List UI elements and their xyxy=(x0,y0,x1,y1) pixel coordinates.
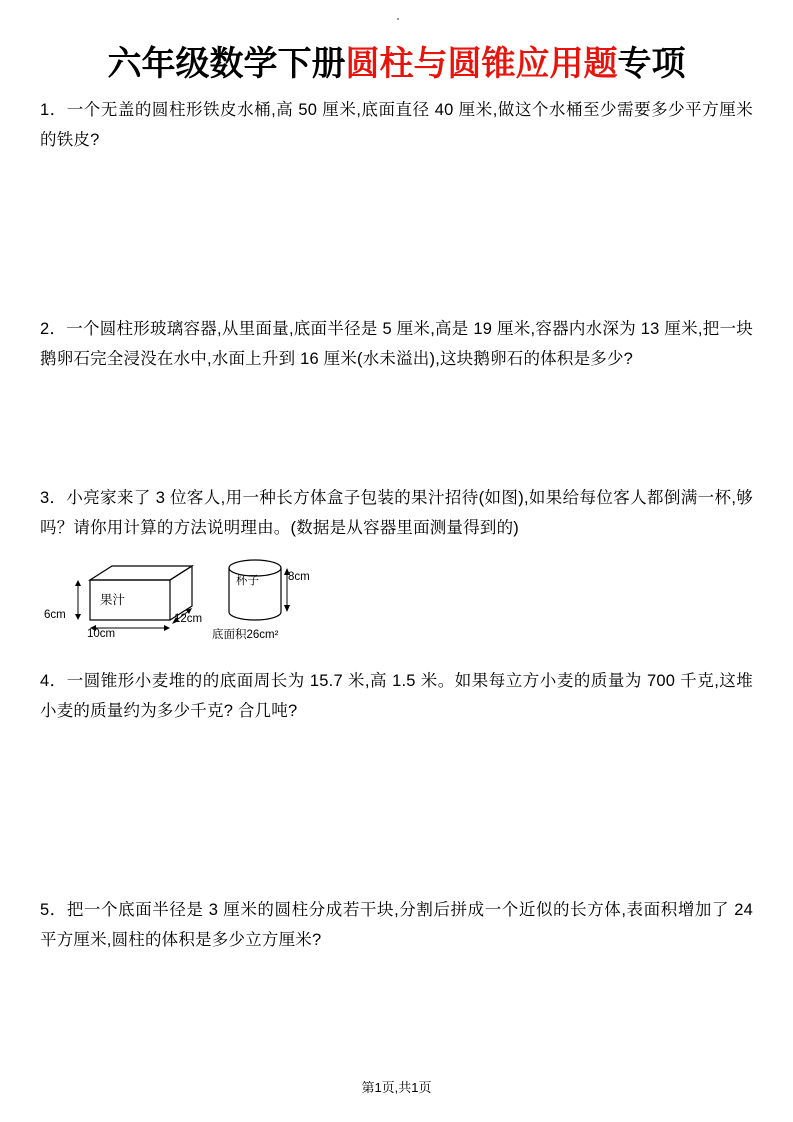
title-highlight: 圆柱与圆锥应用题 xyxy=(345,45,618,83)
problem-2: 2．一个圆柱形玻璃容器,从里面量,底面半径是 5 厘米,高是 19 厘米,容器内水深为 13 厘米,把一块鹅卵石完全浸没在水中,水面上升到 16 厘米(水未溢出),这块鹅卵石的体积是多少? xyxy=(40,319,753,369)
page-top-dot xyxy=(397,18,399,20)
answer-space-4 xyxy=(40,735,753,895)
answer-space-3 xyxy=(40,652,753,666)
page-footer: 第1页,共1页 xyxy=(361,1080,432,1095)
problem-1: 1．一个无盖的圆柱形铁皮水桶,高 50 厘米,底面直径 40 厘米,做这个水桶至少需要多少平方厘米的铁皮? xyxy=(40,100,753,150)
problem-3-figure xyxy=(40,552,753,648)
box-content-label: 果汁 xyxy=(100,592,126,607)
answer-space-2 xyxy=(40,383,753,483)
title-suffix: 专项 xyxy=(617,45,686,83)
answer-space-1 xyxy=(40,164,753,314)
cup-base-area-label: 底面积26cm² xyxy=(212,628,279,641)
problem-3: 3．小亮家来了 3 位客人,用一种长方体盒子包装的果汁招待(如图),如果给每位客人都倒满一杯,够吗？请你用计算的方法说明理由。(数据是从容器里面测量得到的) xyxy=(40,488,753,538)
title-prefix: 六年级数学下册 xyxy=(107,45,346,83)
box-height-label: 6cm xyxy=(44,608,66,621)
cup-height-label: 8cm xyxy=(288,570,310,583)
problem-5: 5．把一个底面半径是 3 厘米的圆柱分成若干块,分割后拼成一个近似的长方体,表面积增加了 24 平方厘米,圆柱的体积是多少立方厘米? xyxy=(40,900,753,950)
page-title xyxy=(40,44,753,85)
problem-4: 4．一圆锥形小麦堆的的底面周长为 15.7 米,高 1.5 米。如果每立方小麦的质量为 700 千克,这堆小麦的质量约为多少千克? 合几吨? xyxy=(40,671,753,721)
cup-label: 杯子 xyxy=(236,574,259,587)
box-width-label: 10cm xyxy=(87,627,116,640)
box-depth-label: 12cm xyxy=(174,612,203,625)
